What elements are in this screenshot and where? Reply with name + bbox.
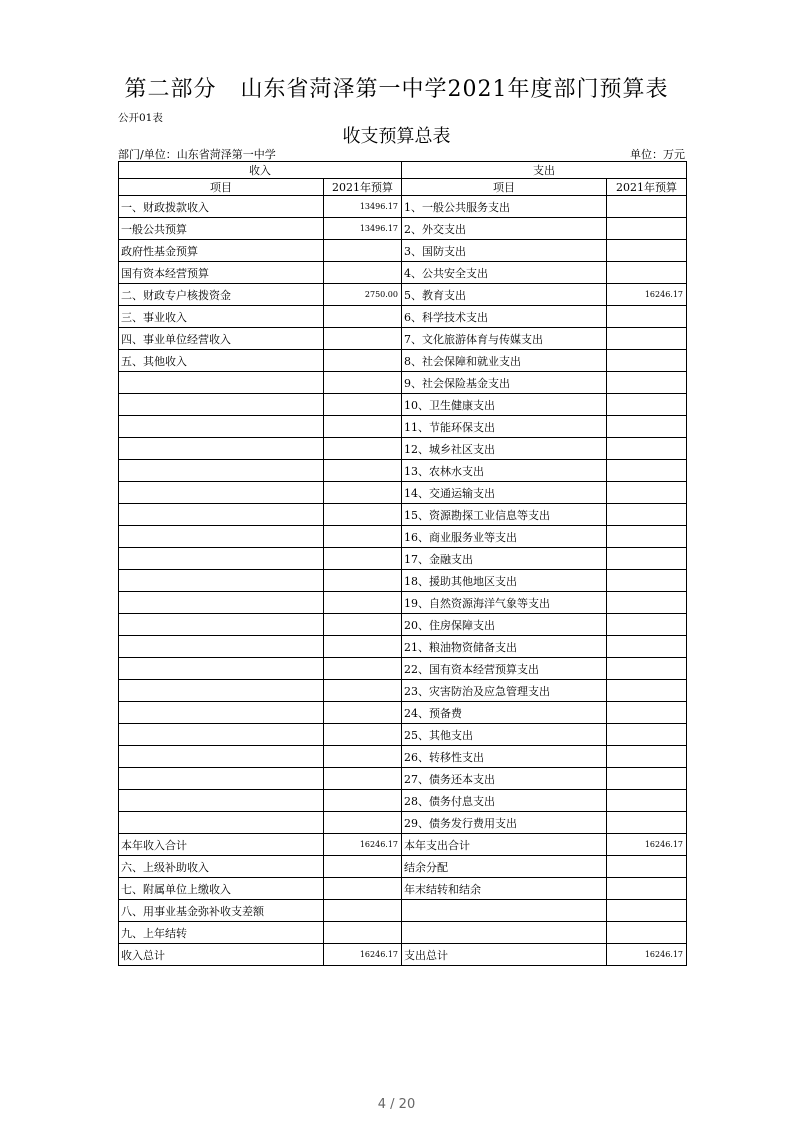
expense-item-cell: 18、援助其他地区支出 bbox=[402, 570, 607, 592]
table-subtitle: 收支预算总表 bbox=[342, 126, 451, 147]
table-row bbox=[119, 944, 687, 966]
income-item-cell bbox=[119, 614, 324, 636]
income-item-header: 项目 bbox=[119, 179, 324, 196]
income-value-cell: 13496.17 bbox=[324, 196, 402, 218]
income-value-cell bbox=[324, 504, 402, 526]
expense-item-cell: 29、债务发行费用支出 bbox=[402, 812, 607, 834]
table-body bbox=[119, 196, 687, 966]
table-row bbox=[119, 196, 687, 218]
expense-value-cell bbox=[607, 680, 687, 702]
expense-value-cell bbox=[607, 636, 687, 658]
income-value-cell bbox=[324, 526, 402, 548]
income-budget-header: 2021年预算 bbox=[324, 179, 402, 196]
table-row bbox=[119, 416, 687, 438]
income-value-cell: 13496.17 bbox=[324, 218, 402, 240]
table-row bbox=[119, 504, 687, 526]
income-item-cell: 八、用事业基金弥补收支差额 bbox=[119, 900, 324, 922]
table-row bbox=[119, 284, 687, 306]
income-value-cell bbox=[324, 328, 402, 350]
table-row bbox=[119, 834, 687, 856]
income-value-cell bbox=[324, 438, 402, 460]
income-item-cell bbox=[119, 504, 324, 526]
income-item-cell: 本年收入合计 bbox=[119, 834, 324, 856]
income-item-cell bbox=[119, 526, 324, 548]
expense-value-cell bbox=[607, 262, 687, 284]
expense-value-cell bbox=[607, 350, 687, 372]
expense-item-cell: 16、商业服务业等支出 bbox=[402, 526, 607, 548]
expense-item-cell: 5、教育支出 bbox=[402, 284, 607, 306]
table-row bbox=[119, 746, 687, 768]
table-row bbox=[119, 394, 687, 416]
expense-value-cell bbox=[607, 438, 687, 460]
expense-item-cell: 11、节能环保支出 bbox=[402, 416, 607, 438]
expense-value-cell bbox=[607, 526, 687, 548]
income-value-cell: 2750.00 bbox=[324, 284, 402, 306]
expense-item-cell: 10、卫生健康支出 bbox=[402, 394, 607, 416]
expense-value-cell: 16246.17 bbox=[607, 834, 687, 856]
table-row bbox=[119, 262, 687, 284]
table-row bbox=[119, 636, 687, 658]
income-item-cell bbox=[119, 460, 324, 482]
income-value-cell bbox=[324, 812, 402, 834]
table-row bbox=[119, 592, 687, 614]
expense-value-cell bbox=[607, 218, 687, 240]
income-item-cell bbox=[119, 482, 324, 504]
department-label: 部门/单位：山东省菏泽第一中学 bbox=[118, 148, 276, 161]
unit-label: 单位：万元 bbox=[630, 148, 685, 161]
income-value-cell bbox=[324, 636, 402, 658]
budget-table bbox=[118, 161, 687, 966]
expense-item-header: 项目 bbox=[402, 179, 607, 196]
income-value-cell bbox=[324, 680, 402, 702]
expense-item-cell: 13、农林水支出 bbox=[402, 460, 607, 482]
expense-value-cell bbox=[607, 328, 687, 350]
page-number: 4 / 20 bbox=[377, 1097, 416, 1112]
income-value-cell: 16246.17 bbox=[324, 944, 402, 966]
expense-value-cell bbox=[607, 856, 687, 878]
income-item-cell: 二、财政专户核拨资金 bbox=[119, 284, 324, 306]
expense-item-cell: 3、国防支出 bbox=[402, 240, 607, 262]
expense-item-cell: 9、社会保险基金支出 bbox=[402, 372, 607, 394]
income-value-cell bbox=[324, 394, 402, 416]
expense-value-cell: 16246.17 bbox=[607, 284, 687, 306]
expense-item-cell: 28、债务付息支出 bbox=[402, 790, 607, 812]
income-item-cell: 五、其他收入 bbox=[119, 350, 324, 372]
expense-value-cell bbox=[607, 570, 687, 592]
expense-item-cell: 14、交通运输支出 bbox=[402, 482, 607, 504]
income-value-cell bbox=[324, 724, 402, 746]
income-item-cell bbox=[119, 658, 324, 680]
expense-value-cell bbox=[607, 790, 687, 812]
table-row bbox=[119, 658, 687, 680]
income-item-cell bbox=[119, 790, 324, 812]
income-value-cell bbox=[324, 878, 402, 900]
page-title bbox=[0, 72, 793, 103]
income-value-cell bbox=[324, 548, 402, 570]
expense-item-cell: 6、科学技术支出 bbox=[402, 306, 607, 328]
expense-item-cell: 1、一般公共服务支出 bbox=[402, 196, 607, 218]
income-header: 收入 bbox=[119, 162, 402, 179]
expense-value-cell bbox=[607, 548, 687, 570]
income-item-cell: 一、财政拨款收入 bbox=[119, 196, 324, 218]
expense-item-cell: 24、预备费 bbox=[402, 702, 607, 724]
table-row bbox=[119, 438, 687, 460]
income-item-cell: 九、上年结转 bbox=[119, 922, 324, 944]
income-value-cell bbox=[324, 746, 402, 768]
expense-item-cell: 19、自然资源海洋气象等支出 bbox=[402, 592, 607, 614]
income-value-cell bbox=[324, 350, 402, 372]
expense-value-cell bbox=[607, 240, 687, 262]
table-row bbox=[119, 922, 687, 944]
table-row bbox=[119, 240, 687, 262]
expense-item-cell: 26、转移性支出 bbox=[402, 746, 607, 768]
table-number: 公开01表 bbox=[118, 112, 163, 124]
expense-value-cell bbox=[607, 482, 687, 504]
income-item-cell bbox=[119, 592, 324, 614]
income-value-cell: 16246.17 bbox=[324, 834, 402, 856]
expense-item-cell: 支出总计 bbox=[402, 944, 607, 966]
income-item-cell bbox=[119, 680, 324, 702]
income-item-cell bbox=[119, 570, 324, 592]
income-item-cell: 政府性基金预算 bbox=[119, 240, 324, 262]
income-value-cell bbox=[324, 460, 402, 482]
income-item-cell bbox=[119, 548, 324, 570]
income-value-cell bbox=[324, 482, 402, 504]
expense-value-cell bbox=[607, 460, 687, 482]
expense-value-cell bbox=[607, 658, 687, 680]
income-item-cell bbox=[119, 702, 324, 724]
income-item-cell bbox=[119, 812, 324, 834]
expense-item-cell: 本年支出合计 bbox=[402, 834, 607, 856]
expense-value-cell bbox=[607, 724, 687, 746]
table-row bbox=[119, 680, 687, 702]
expense-item-cell: 22、国有资本经营预算支出 bbox=[402, 658, 607, 680]
table-row bbox=[119, 768, 687, 790]
header-row-group bbox=[119, 162, 687, 179]
expense-value-cell bbox=[607, 592, 687, 614]
income-item-cell bbox=[119, 636, 324, 658]
expense-value-cell: 16246.17 bbox=[607, 944, 687, 966]
expense-item-cell: 年末结转和结余 bbox=[402, 878, 607, 900]
table-row bbox=[119, 724, 687, 746]
income-item-cell bbox=[119, 394, 324, 416]
income-value-cell bbox=[324, 240, 402, 262]
expense-value-cell bbox=[607, 196, 687, 218]
income-value-cell bbox=[324, 614, 402, 636]
table-row bbox=[119, 460, 687, 482]
expense-item-cell: 23、灾害防治及应急管理支出 bbox=[402, 680, 607, 702]
expense-value-cell bbox=[607, 614, 687, 636]
income-item-cell: 七、附属单位上缴收入 bbox=[119, 878, 324, 900]
table-row bbox=[119, 548, 687, 570]
expense-item-cell: 21、粮油物资储备支出 bbox=[402, 636, 607, 658]
expense-value-cell bbox=[607, 768, 687, 790]
expense-item-cell: 20、住房保障支出 bbox=[402, 614, 607, 636]
expense-item-cell: 结余分配 bbox=[402, 856, 607, 878]
table-row bbox=[119, 350, 687, 372]
expense-item-cell: 12、城乡社区支出 bbox=[402, 438, 607, 460]
expense-item-cell: 4、公共安全支出 bbox=[402, 262, 607, 284]
header-row-columns bbox=[119, 179, 687, 196]
income-value-cell bbox=[324, 570, 402, 592]
income-value-cell bbox=[324, 922, 402, 944]
expense-value-cell bbox=[607, 394, 687, 416]
expense-value-cell bbox=[607, 900, 687, 922]
income-item-cell: 四、事业单位经营收入 bbox=[119, 328, 324, 350]
income-item-cell: 国有资本经营预算 bbox=[119, 262, 324, 284]
income-value-cell bbox=[324, 306, 402, 328]
expense-item-cell: 8、社会保障和就业支出 bbox=[402, 350, 607, 372]
income-item-cell bbox=[119, 372, 324, 394]
income-value-cell bbox=[324, 658, 402, 680]
income-value-cell bbox=[324, 790, 402, 812]
table-row bbox=[119, 570, 687, 592]
income-item-cell bbox=[119, 416, 324, 438]
income-item-cell: 一般公共预算 bbox=[119, 218, 324, 240]
expense-value-cell bbox=[607, 922, 687, 944]
expense-item-cell: 2、外交支出 bbox=[402, 218, 607, 240]
table-row bbox=[119, 614, 687, 636]
table-row bbox=[119, 218, 687, 240]
table-row bbox=[119, 856, 687, 878]
income-value-cell bbox=[324, 856, 402, 878]
income-value-cell bbox=[324, 416, 402, 438]
expense-value-cell bbox=[607, 372, 687, 394]
table-row bbox=[119, 702, 687, 724]
expense-value-cell bbox=[607, 504, 687, 526]
table-row bbox=[119, 878, 687, 900]
table-row bbox=[119, 526, 687, 548]
expense-item-cell: 17、金融支出 bbox=[402, 548, 607, 570]
table-row bbox=[119, 812, 687, 834]
income-item-cell bbox=[119, 746, 324, 768]
income-value-cell bbox=[324, 592, 402, 614]
income-value-cell bbox=[324, 262, 402, 284]
table-row bbox=[119, 482, 687, 504]
expense-value-cell bbox=[607, 746, 687, 768]
expense-item-cell: 25、其他支出 bbox=[402, 724, 607, 746]
income-value-cell bbox=[324, 702, 402, 724]
income-value-cell bbox=[324, 900, 402, 922]
expense-value-cell bbox=[607, 306, 687, 328]
expense-item-cell: 15、资源勘探工业信息等支出 bbox=[402, 504, 607, 526]
table-row bbox=[119, 328, 687, 350]
expense-value-cell bbox=[607, 702, 687, 724]
income-item-cell bbox=[119, 438, 324, 460]
expense-value-cell bbox=[607, 878, 687, 900]
income-value-cell bbox=[324, 768, 402, 790]
title-part: 第二部分 bbox=[124, 77, 217, 102]
income-item-cell: 三、事业收入 bbox=[119, 306, 324, 328]
expense-item-cell bbox=[402, 900, 607, 922]
income-item-cell bbox=[119, 768, 324, 790]
expense-item-cell: 27、债务还本支出 bbox=[402, 768, 607, 790]
income-item-cell: 六、上级补助收入 bbox=[119, 856, 324, 878]
income-item-cell: 收入总计 bbox=[119, 944, 324, 966]
table-row bbox=[119, 306, 687, 328]
expense-value-cell bbox=[607, 416, 687, 438]
expense-item-cell: 7、文化旅游体育与传媒支出 bbox=[402, 328, 607, 350]
expense-value-cell bbox=[607, 812, 687, 834]
table-row bbox=[119, 790, 687, 812]
title-main: 山东省菏泽第一中学2021年度部门预算表 bbox=[240, 77, 669, 102]
income-value-cell bbox=[324, 372, 402, 394]
income-item-cell bbox=[119, 724, 324, 746]
expense-item-cell bbox=[402, 922, 607, 944]
expense-header: 支出 bbox=[402, 162, 687, 179]
expense-budget-header: 2021年预算 bbox=[607, 179, 687, 196]
table-row bbox=[119, 900, 687, 922]
table-row bbox=[119, 372, 687, 394]
